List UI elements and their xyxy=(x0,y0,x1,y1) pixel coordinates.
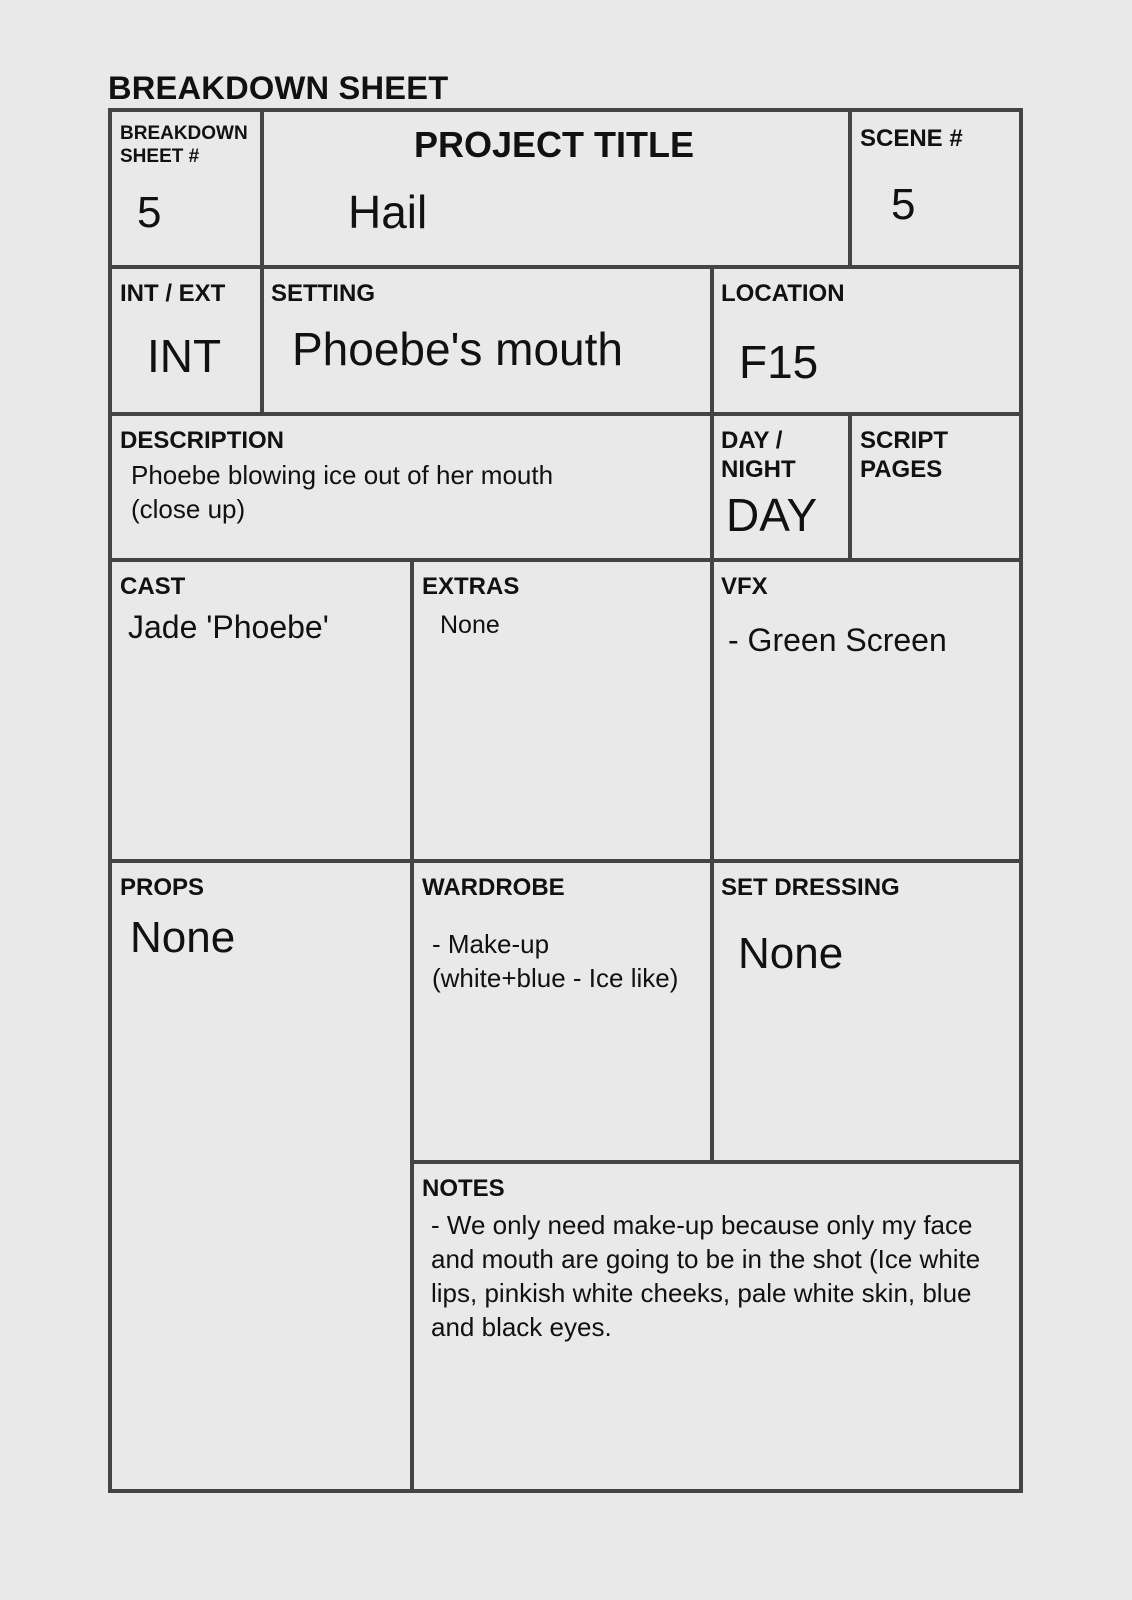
props-label: PROPS xyxy=(120,874,205,901)
scene-number-value: 5 xyxy=(891,180,916,229)
wardrobe-line-2: (white+blue - Ice like) xyxy=(432,963,679,993)
notes-line-3: lips, pinkish white cheeks, pale white skin, blue xyxy=(431,1278,972,1308)
notes-line-1: - We only need make-up because only my face xyxy=(431,1210,973,1240)
cast-value: Jade 'Phoebe' xyxy=(128,609,329,645)
int-ext-cell xyxy=(112,265,260,412)
extras-cell xyxy=(410,558,710,859)
cast-cell xyxy=(112,558,410,859)
breakdown-sheet-number-cell xyxy=(112,112,260,265)
wardrobe-line-1: - Make-up xyxy=(432,929,550,959)
day-night-label-line-1: DAY / xyxy=(721,427,783,454)
project-title-value: Hail xyxy=(348,186,428,238)
description-line-2: (close up) xyxy=(131,494,246,524)
script-pages-label-line-2: PAGES xyxy=(860,456,943,483)
script-pages-label-line-1: SCRIPT xyxy=(860,427,949,454)
vfx-cell xyxy=(710,558,1019,859)
setting-cell xyxy=(260,265,710,412)
props-value: None xyxy=(130,913,236,962)
breakdown-sheet-form xyxy=(108,108,1023,1493)
project-title-label: PROJECT TITLE xyxy=(414,124,695,165)
int-ext-value: INT xyxy=(147,330,222,382)
wardrobe-label: WARDROBE xyxy=(422,874,565,901)
vfx-label: VFX xyxy=(721,573,768,600)
description-label: DESCRIPTION xyxy=(120,427,285,454)
breakdown-sheet-number-label: BREAKDOWN SHEET # xyxy=(120,123,248,167)
vfx-value: - Green Screen xyxy=(728,622,947,658)
set-dressing-cell xyxy=(710,859,1019,1160)
props-cell xyxy=(112,859,410,1489)
page-title: BREAKDOWN SHEET xyxy=(108,70,449,106)
notes-label: NOTES xyxy=(422,1175,505,1202)
notes-line-2: and mouth are going to be in the shot (Ice white xyxy=(431,1244,981,1274)
description-cell xyxy=(112,412,710,558)
notes-line-4: and black eyes. xyxy=(431,1312,612,1342)
cast-label: CAST xyxy=(120,573,186,600)
int-ext-label: INT / EXT xyxy=(120,280,226,307)
setting-label: SETTING xyxy=(271,280,376,307)
script-pages-cell xyxy=(848,412,1019,558)
day-night-cell xyxy=(710,412,848,558)
notes-cell xyxy=(410,1160,1019,1489)
location-label: LOCATION xyxy=(721,280,845,307)
set-dressing-value: None xyxy=(738,929,844,978)
location-cell xyxy=(710,265,1019,412)
extras-value: None xyxy=(440,611,500,639)
day-night-value: DAY xyxy=(726,489,818,541)
day-night-label-line-2: NIGHT xyxy=(721,456,796,483)
set-dressing-label: SET DRESSING xyxy=(721,874,900,901)
wardrobe-cell xyxy=(410,859,710,1160)
setting-value: Phoebe's mouth xyxy=(292,323,624,375)
description-line-1: Phoebe blowing ice out of her mouth xyxy=(131,460,554,490)
extras-label: EXTRAS xyxy=(422,573,520,600)
project-title-cell xyxy=(260,112,848,265)
scene-number-cell xyxy=(848,112,1019,265)
location-value: F15 xyxy=(739,336,819,388)
scene-number-label: SCENE # xyxy=(860,125,963,152)
breakdown-sheet-number-value: 5 xyxy=(137,188,162,237)
